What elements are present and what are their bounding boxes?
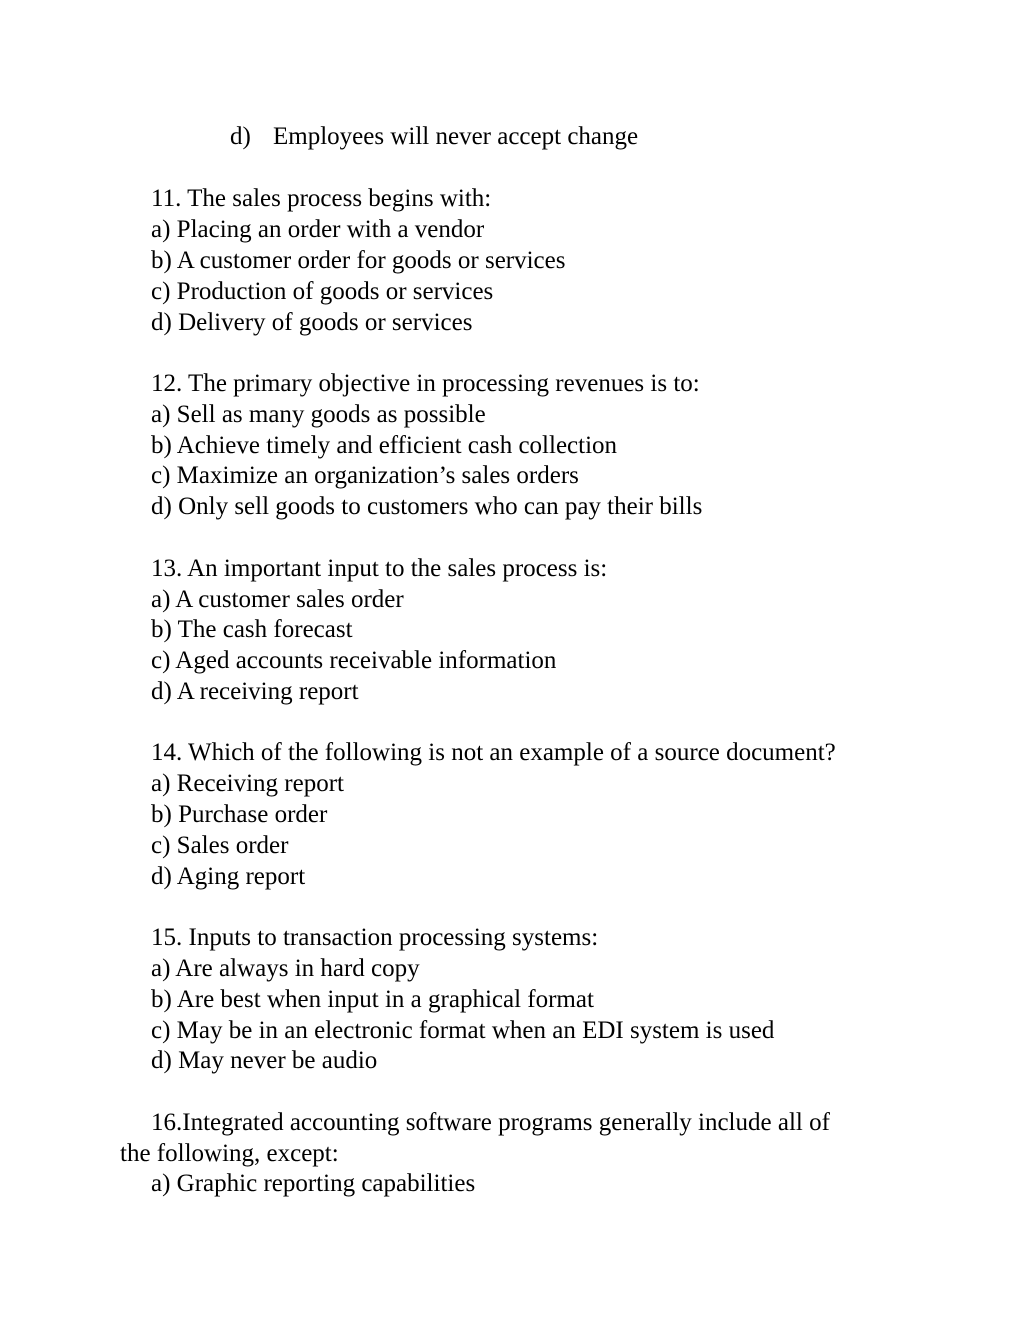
question-stem: 14. Which of the following is not an example of a source document? — [151, 739, 836, 766]
question-stem: 12. The primary objective in processing revenues is to: — [151, 370, 700, 397]
answer-option: c) Sales order — [151, 832, 289, 859]
answer-option: a) A customer sales order — [151, 586, 404, 613]
answer-option: b) Purchase order — [151, 801, 328, 828]
question-stem: 15. Inputs to transaction processing systems: — [151, 924, 599, 951]
answer-option: c) May be in an electronic format when an EDI system is used — [151, 1017, 775, 1044]
answer-option: c) Aged accounts receivable information — [151, 647, 557, 674]
question-stem: 13. An important input to the sales process is: — [151, 555, 608, 582]
answer-option: b) Achieve timely and efficient cash collection — [151, 432, 618, 459]
answer-option: a) Are always in hard copy — [151, 955, 420, 982]
answer-option: b) A customer order for goods or services — [151, 247, 566, 274]
answer-option: b) Are best when input in a graphical format — [151, 986, 594, 1013]
question-stem-continuation: the following, except: — [120, 1140, 339, 1167]
previous-answer-option — [230, 121, 638, 152]
answer-option: c) Production of goods or services — [151, 278, 494, 305]
answer-option: a) Graphic reporting capabilities — [151, 1170, 476, 1197]
option-letter: d) — [230, 123, 251, 150]
question-stem: 16.Integrated accounting software programs generally include all of — [151, 1109, 830, 1136]
answer-option: b) The cash forecast — [151, 616, 353, 643]
answer-option: a) Receiving report — [151, 770, 344, 797]
answer-option: d) Delivery of goods or services — [151, 309, 473, 336]
answer-option: d) Only sell goods to customers who can pay their bills — [151, 493, 703, 520]
answer-option: d) May never be audio — [151, 1047, 378, 1074]
answer-option: a) Sell as many goods as possible — [151, 401, 486, 428]
option-text: Employees will never accept change — [273, 123, 639, 150]
answer-option: c) Maximize an organization’s sales orders — [151, 462, 579, 489]
answer-option: d) Aging report — [151, 863, 306, 890]
answer-option: a) Placing an order with a vendor — [151, 216, 485, 243]
question-stem: 11. The sales process begins with: — [151, 185, 492, 212]
answer-option: d) A receiving report — [151, 678, 359, 705]
